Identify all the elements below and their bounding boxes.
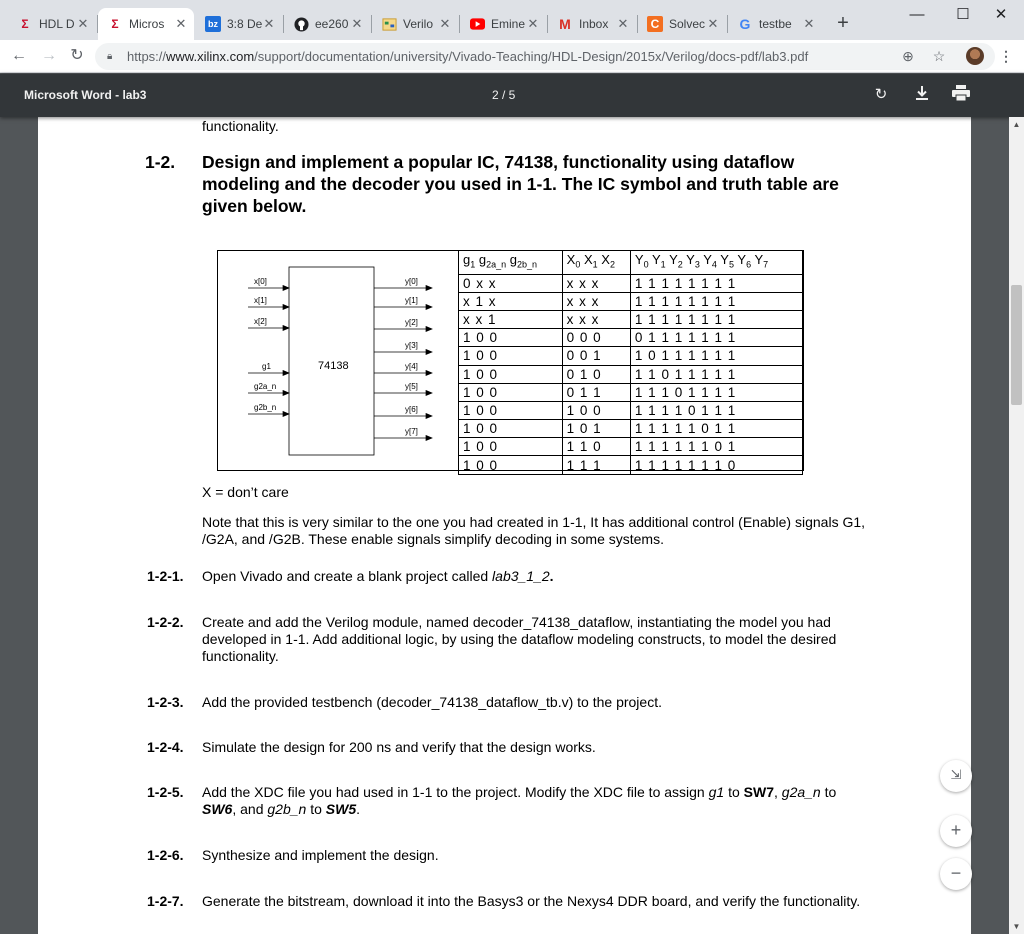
ic-name: 74138 <box>318 360 349 372</box>
vertical-scrollbar[interactable] <box>1009 117 1024 934</box>
ic-output-label: y[6] <box>405 405 418 414</box>
print-icon[interactable] <box>950 85 972 107</box>
truth-table-cell: 0 1 0 <box>562 365 630 383</box>
url-host: www.xilinx.com <box>166 49 255 64</box>
truth-table-row <box>459 383 803 401</box>
truth-table-row <box>459 310 803 328</box>
truth-table-cell: 1 1 1 1 1 0 1 1 <box>630 420 802 438</box>
truth-table-cell: 1 1 0 1 1 1 1 1 <box>630 365 802 383</box>
lock-icon: 🔒︎ <box>107 51 113 62</box>
pdf-page <box>38 117 971 934</box>
truth-table-row <box>459 420 803 438</box>
truth-table-cell: 1 0 0 <box>459 438 563 456</box>
ic-output-label: y[4] <box>405 362 418 371</box>
ic-input-label: g2a_n <box>254 382 277 391</box>
minimize-icon[interactable]: — <box>909 6 925 23</box>
tab-inbox[interactable]: M Inbox ✕ <box>548 8 636 40</box>
pdf-viewer[interactable] <box>0 117 1024 934</box>
step-number: 1-2-3. <box>147 694 184 710</box>
continuation-text: functionality. <box>202 118 279 134</box>
bookmark-star-icon[interactable]: ☆ <box>932 48 946 64</box>
ic-input-label: x[1] <box>254 296 267 305</box>
truth-table-cell: 1 0 0 <box>459 347 563 365</box>
tab-strip <box>0 0 1024 40</box>
truth-table-cell: 1 0 0 <box>459 456 563 474</box>
url-scheme: https:// <box>127 49 167 64</box>
step-number: 1-2-2. <box>147 614 184 630</box>
step-1-2-7-text: Generate the bitstream, download it into the Basys3 or the Nexys4 DDR board, and verify the functionality. <box>202 893 861 909</box>
truth-table-cell: 0 x x <box>459 274 563 292</box>
xilinx-icon: Σ <box>111 17 119 31</box>
truth-table-cell: 1 1 1 1 1 1 0 1 <box>630 438 802 456</box>
truth-table-cell: 1 1 1 1 1 1 1 1 <box>630 292 802 310</box>
truth-table-cell: 1 0 0 <box>459 401 563 419</box>
truth-table-cell: x 1 x <box>459 292 563 310</box>
browser-toolbar <box>0 40 1024 73</box>
ic-output-label: y[2] <box>405 318 418 327</box>
truth-table-cell: 1 1 1 <box>562 456 630 474</box>
page-indicator: 2 / 5 <box>492 88 516 102</box>
ic-input-arrow <box>283 412 289 417</box>
truth-table-row <box>459 292 803 310</box>
truth-table-cell: 1 1 1 1 1 1 1 0 <box>630 456 802 474</box>
truth-table-cell: x x x <box>562 310 630 328</box>
ic-input-arrow <box>283 391 289 396</box>
truth-table-cell: 0 0 0 <box>562 329 630 347</box>
truth-table-cell: 1 0 0 <box>459 365 563 383</box>
section-number: 1-2. <box>145 152 176 172</box>
ic-output-arrow <box>426 286 432 291</box>
scrollbar-thumb[interactable] <box>1011 285 1022 405</box>
ic-input-label: g1 <box>262 362 271 371</box>
google-icon: G <box>739 16 751 32</box>
tab-eminem[interactable]: Emine ✕ <box>460 8 546 40</box>
ic-output-arrow <box>426 327 432 332</box>
truth-table-row <box>459 347 803 365</box>
gmail-icon: M <box>559 16 571 32</box>
download-icon[interactable] <box>911 85 933 107</box>
close-icon[interactable]: ✕ <box>263 16 275 31</box>
tab-ee260[interactable]: ee260 ✕ <box>284 8 370 40</box>
ic-output-label: y[7] <box>405 427 418 436</box>
avatar[interactable] <box>966 47 984 65</box>
figure-74138 <box>217 250 804 471</box>
step-1-2-4-text: Simulate the design for 200 ns and verify that the design works. <box>202 739 596 755</box>
url-path: /support/documentation/university/Vivado-Teaching/HDL-Design/2015x/Verilog/docs-pdf/lab3.pdf <box>254 49 809 64</box>
ic-input-label: x[0] <box>254 277 267 286</box>
scroll-up-icon[interactable]: ▲ <box>1012 120 1021 129</box>
bz-icon: bz <box>205 16 221 32</box>
window-close-icon[interactable]: ✕ <box>994 6 1008 23</box>
tab-hdl[interactable]: Σ HDL D ✕ <box>8 8 96 40</box>
truth-table-cell: 1 0 0 <box>459 383 563 401</box>
scroll-down-icon[interactable]: ▼ <box>1012 922 1021 931</box>
step-1-2-2-text: Create and add the Verilog module, named decoder_74138_dataflow, instantiating the model you had developed in 1-1. Add additional logic, by using the dataflow modeling constructs, to model the desired functionality. <box>202 614 837 664</box>
step-1-2-1-text: Open Vivado and create a blank project called lab3_1_2. <box>202 568 554 584</box>
note-paragraph: Note that this is very similar to the one you had created in 1-1, It has additional control (Enable) signals G1, /G2A, and /G2B. These enable signals simplify decoding in some systems. <box>202 514 866 547</box>
close-icon[interactable]: ✕ <box>803 16 815 31</box>
truth-table-cell: x x 1 <box>459 310 563 328</box>
truth-table-cell: 1 0 1 1 1 1 1 1 <box>630 347 802 365</box>
pdf-title: Microsoft Word - lab3 <box>24 88 147 102</box>
truth-table-row <box>459 401 803 419</box>
step-1-2-3-text: Add the provided testbench (decoder_74138_dataflow_tb.v) to the project. <box>202 694 662 710</box>
truth-table-row <box>459 438 803 456</box>
youtube-icon <box>469 16 485 32</box>
tab-testbench[interactable]: G testbe ✕ <box>728 8 822 40</box>
reload-icon[interactable]: ↻ <box>70 47 84 64</box>
ic-output-arrow <box>426 305 432 310</box>
close-icon[interactable]: ✕ <box>439 16 451 31</box>
truth-table-cell: x x x <box>562 274 630 292</box>
close-icon[interactable]: ✕ <box>351 16 363 31</box>
truth-table-header <box>459 251 803 275</box>
truth-table-cell: 1 1 1 0 1 1 1 1 <box>630 383 802 401</box>
ic-output-arrow <box>426 391 432 396</box>
maximize-icon[interactable]: ☐ <box>956 6 970 23</box>
close-icon[interactable]: ✕ <box>617 16 629 31</box>
truth-table-cell: 1 0 0 <box>459 329 563 347</box>
fit-page-button[interactable]: ⇲ <box>940 760 972 792</box>
ic-input-label: x[2] <box>254 317 267 326</box>
ic-output-label: y[3] <box>405 341 418 350</box>
truth-table-cell: 0 0 1 <box>562 347 630 365</box>
chegg-icon: C <box>647 16 663 32</box>
truth-table-row <box>459 456 803 474</box>
rotate-icon[interactable]: ↻ <box>874 86 888 103</box>
truth-table-cell: 1 0 0 <box>562 401 630 419</box>
xilinx-icon: Σ <box>21 17 29 31</box>
tab-3-8-decoder[interactable]: bz 3:8 De ✕ <box>196 8 282 40</box>
ic-input-arrow <box>283 286 289 291</box>
pdf-toolbar <box>0 74 1024 117</box>
close-icon[interactable]: ✕ <box>175 16 187 31</box>
truth-table-row <box>459 329 803 347</box>
ic-output-arrow <box>426 350 432 355</box>
menu-kebab-icon[interactable]: ⋮ <box>999 48 1013 64</box>
ic-output-arrow <box>426 371 432 376</box>
close-icon[interactable]: ✕ <box>77 16 89 31</box>
close-icon[interactable]: ✕ <box>707 16 719 31</box>
step-number: 1-2-6. <box>147 847 184 863</box>
forward-icon[interactable]: → <box>41 47 57 64</box>
truth-table-row <box>459 274 803 292</box>
truth-table-cell: 1 0 1 <box>562 420 630 438</box>
tab-verilog[interactable]: Verilo ✕ <box>372 8 458 40</box>
new-tab-button[interactable]: + <box>837 12 849 34</box>
step-1-2-6-text: Synthesize and implement the design. <box>202 847 439 863</box>
ic-output-label: y[5] <box>405 382 418 391</box>
ic-input-label: g2b_n <box>254 403 277 412</box>
header-inputs: $X_0$ $X_1$ $X_2$ <box>562 251 630 275</box>
truth-table-row <box>459 365 803 383</box>
ic-input-arrow <box>283 371 289 376</box>
step-number: 1-2-4. <box>147 739 184 755</box>
tab-microsoft-word[interactable]: Σ Micros ✕ <box>98 8 194 40</box>
step-number: 1-2-1. <box>147 568 184 584</box>
truth-table-cell: 1 0 0 <box>459 420 563 438</box>
github-icon <box>293 16 309 32</box>
ic-output-label: y[0] <box>405 277 418 286</box>
header-outputs: $Y_0$ $Y_1$ $Y_2$ $Y_3$ $Y_4$ $Y_5$ $Y_6$ $Y_7$ <box>630 251 802 275</box>
truth-table-cell: 1 1 1 1 1 1 1 1 <box>630 274 802 292</box>
ic-output-label: y[1] <box>405 296 418 305</box>
truth-table-cell: 1 1 1 1 1 1 1 1 <box>630 310 802 328</box>
zoom-in-button[interactable]: + <box>940 815 972 847</box>
truth-table-cell: 0 1 1 1 1 1 1 1 <box>630 329 802 347</box>
truth-table-cell: 1 1 0 <box>562 438 630 456</box>
step-1-2-5-text: Add the XDC file you had used in 1-1 to the project. Modify the XDC file to assign g1 to SW7, g2a_n to SW6, and g2b_n to SW5. <box>202 784 837 817</box>
dont-care-note: X = don’t care <box>202 484 289 500</box>
truth-table <box>458 250 803 475</box>
ic-output-arrow <box>426 436 432 441</box>
section-title: Design and implement a popular IC, 74138, functionality using dataflow modeling and the decoder you used in 1-1. The IC symbol and truth table are given below. <box>202 152 839 216</box>
close-icon[interactable]: ✕ <box>527 16 539 31</box>
step-number: 1-2-7. <box>147 893 184 909</box>
truth-table-cell: 1 1 1 1 0 1 1 1 <box>630 401 802 419</box>
verilog-icon <box>381 16 397 32</box>
truth-table-cell: x x x <box>562 292 630 310</box>
step-number: 1-2-5. <box>147 784 184 800</box>
ic-output-arrow <box>426 414 432 419</box>
ic-input-arrow <box>283 305 289 310</box>
truth-table-cell: 0 1 1 <box>562 383 630 401</box>
zoom-icon[interactable]: ⊕ <box>902 48 914 64</box>
zoom-out-button[interactable]: − <box>940 858 972 890</box>
back-icon[interactable]: ← <box>11 47 27 64</box>
tab-solved[interactable]: C Solvec ✕ <box>638 8 726 40</box>
header-enable: $g_1$ $g_{2a\_n}$ $g_{2b\_n}$ <box>459 251 563 275</box>
address-bar[interactable] <box>95 43 995 70</box>
ic-input-arrow <box>283 326 289 331</box>
